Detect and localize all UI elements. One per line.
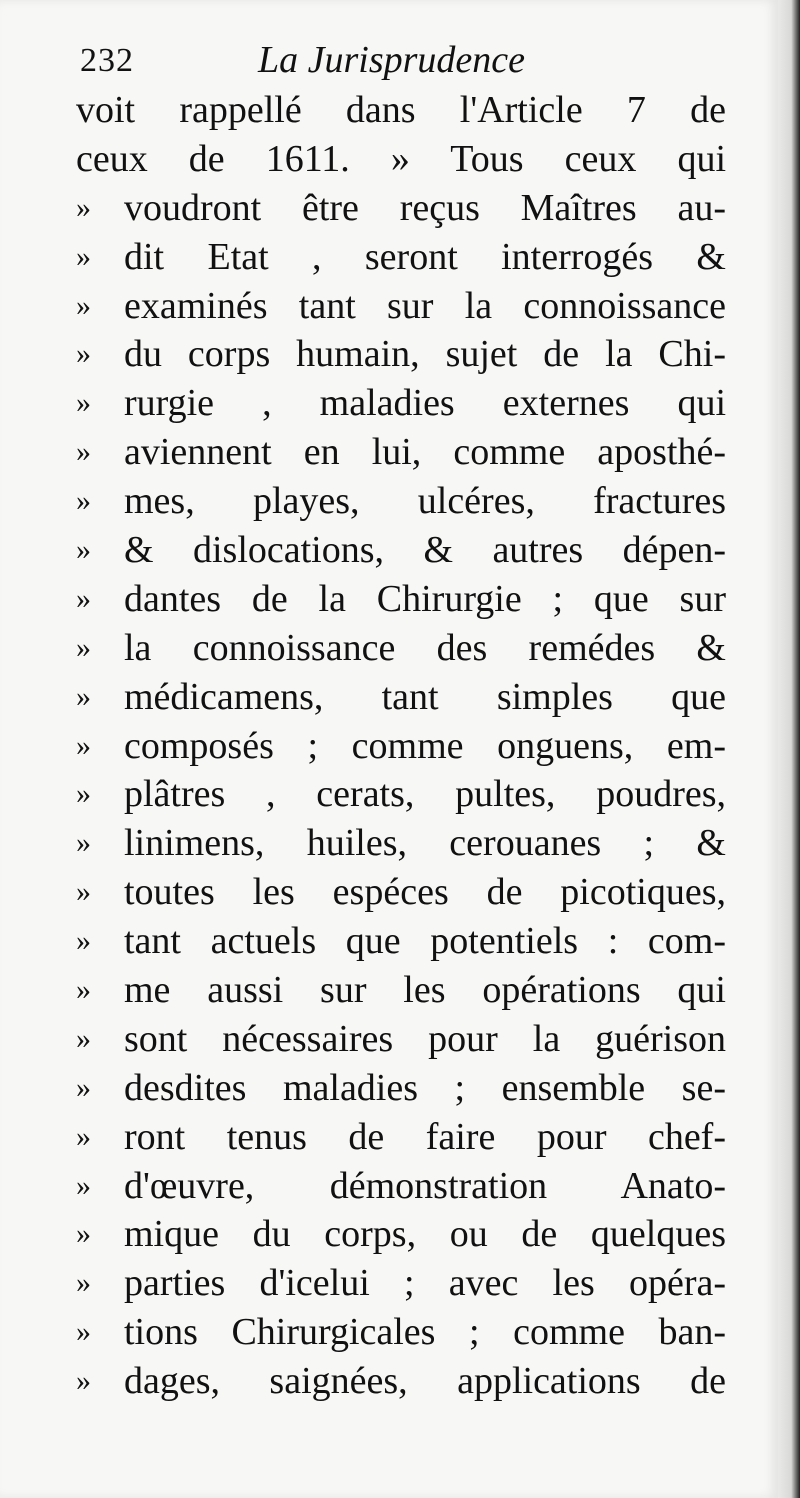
quotation-mark: » [76, 1119, 91, 1153]
line-text: rurgie , maladies externes qui [124, 382, 726, 425]
quotation-mark: » [76, 728, 91, 762]
line-text: voit rappellé dans l'Article 7 de [76, 89, 726, 131]
quotation-mark: » [76, 924, 91, 958]
text-line [76, 722, 726, 771]
text-line [76, 428, 726, 477]
quotation-mark: » [76, 337, 91, 371]
quotation-mark: » [76, 1070, 91, 1104]
quotation-mark: » [76, 1364, 91, 1398]
text-line [76, 966, 726, 1015]
line-text: & dislocations, & autres dépen- [124, 529, 726, 572]
line-text: dantes de la Chirurgie ; que sur [124, 577, 726, 620]
text-line [76, 673, 726, 722]
text-line [76, 917, 726, 966]
text-line [76, 1015, 726, 1064]
quotation-mark: » [76, 1217, 91, 1251]
text-line [76, 1064, 726, 1113]
line-text: desdites maladies ; ensemble se- [124, 1066, 726, 1109]
text-line [76, 184, 726, 233]
line-text: d'œuvre, démonstration Anato- [124, 1164, 726, 1207]
line-text: examinés tant sur la connoissance [124, 284, 726, 327]
text-line [76, 135, 726, 184]
text-line [76, 1113, 726, 1162]
line-text: tant actuels que potentiels : com- [124, 920, 726, 963]
line-text: médicamens, tant simples que [124, 675, 726, 718]
text-line [76, 575, 726, 624]
text-line [76, 477, 726, 526]
quotation-mark: » [76, 1266, 91, 1300]
quotation-mark: » [76, 1315, 91, 1349]
quotation-mark: » [76, 581, 91, 615]
quotation-mark: » [76, 777, 91, 811]
page-number: 232 [80, 42, 134, 79]
line-text: voudront être reçus Maîtres au- [124, 186, 726, 229]
line-text: me aussi sur les opérations qui [124, 969, 726, 1012]
text-line [76, 1259, 726, 1308]
line-text: linimens, huiles, cerouanes ; & [124, 822, 726, 865]
line-text: parties d'icelui ; avec les opéra- [124, 1262, 726, 1305]
line-text: aviennent en lui, comme aposthé- [124, 431, 726, 474]
line-text: plâtres , cerats, pultes, poudres, [124, 773, 726, 816]
quotation-mark: » [76, 875, 91, 909]
line-text: mes, playes, ulcéres, fractures [124, 480, 726, 523]
text-line [76, 1162, 726, 1211]
line-text: mique du corps, ou de quelques [124, 1213, 726, 1256]
text-line [76, 233, 726, 282]
quotation-mark: » [76, 435, 91, 469]
line-text: dages, saignées, applications de [124, 1360, 726, 1403]
quotation-mark: » [76, 239, 91, 273]
quotation-mark: » [76, 386, 91, 420]
quotation-mark: » [76, 679, 91, 713]
text-line [76, 770, 726, 819]
quotation-mark: » [76, 533, 91, 567]
line-text: dit Etat , seront interrogés & [124, 235, 726, 278]
quotation-mark: » [76, 1021, 91, 1055]
line-text: du corps humain, sujet de la Chi- [124, 333, 726, 376]
page-edge [778, 0, 800, 1498]
quotation-mark: » [76, 826, 91, 860]
line-text: ceux de 1611. » Tous ceux qui [76, 137, 726, 180]
text-line [76, 819, 726, 868]
text-line [76, 1308, 726, 1357]
quotation-mark: » [76, 973, 91, 1007]
text-line [76, 282, 726, 331]
body-text [76, 86, 726, 1406]
line-text: sont nécessaires pour la guérison [124, 1017, 726, 1060]
text-line [76, 624, 726, 673]
quotation-mark: » [76, 190, 91, 224]
text-line [76, 868, 726, 917]
text-line [76, 1357, 726, 1406]
quotation-mark: » [76, 630, 91, 664]
line-text: la connoissance des remédes & [124, 626, 726, 669]
line-text: ront tenus de faire pour chef- [124, 1115, 726, 1158]
text-line [76, 330, 726, 379]
quotation-mark: » [76, 288, 91, 322]
text-line [76, 526, 726, 575]
text-line [76, 86, 726, 135]
line-text: tions Chirurgicales ; comme ban- [124, 1311, 726, 1354]
line-text: composés ; comme onguens, em- [124, 724, 726, 767]
line-text: toutes les espéces de picotiques, [124, 871, 726, 914]
running-title: La Jurisprudence [258, 39, 526, 81]
text-line [76, 1210, 726, 1259]
quotation-mark: » [76, 1168, 91, 1202]
quotation-mark: » [76, 484, 91, 518]
text-line [76, 379, 726, 428]
page-header [80, 36, 720, 86]
